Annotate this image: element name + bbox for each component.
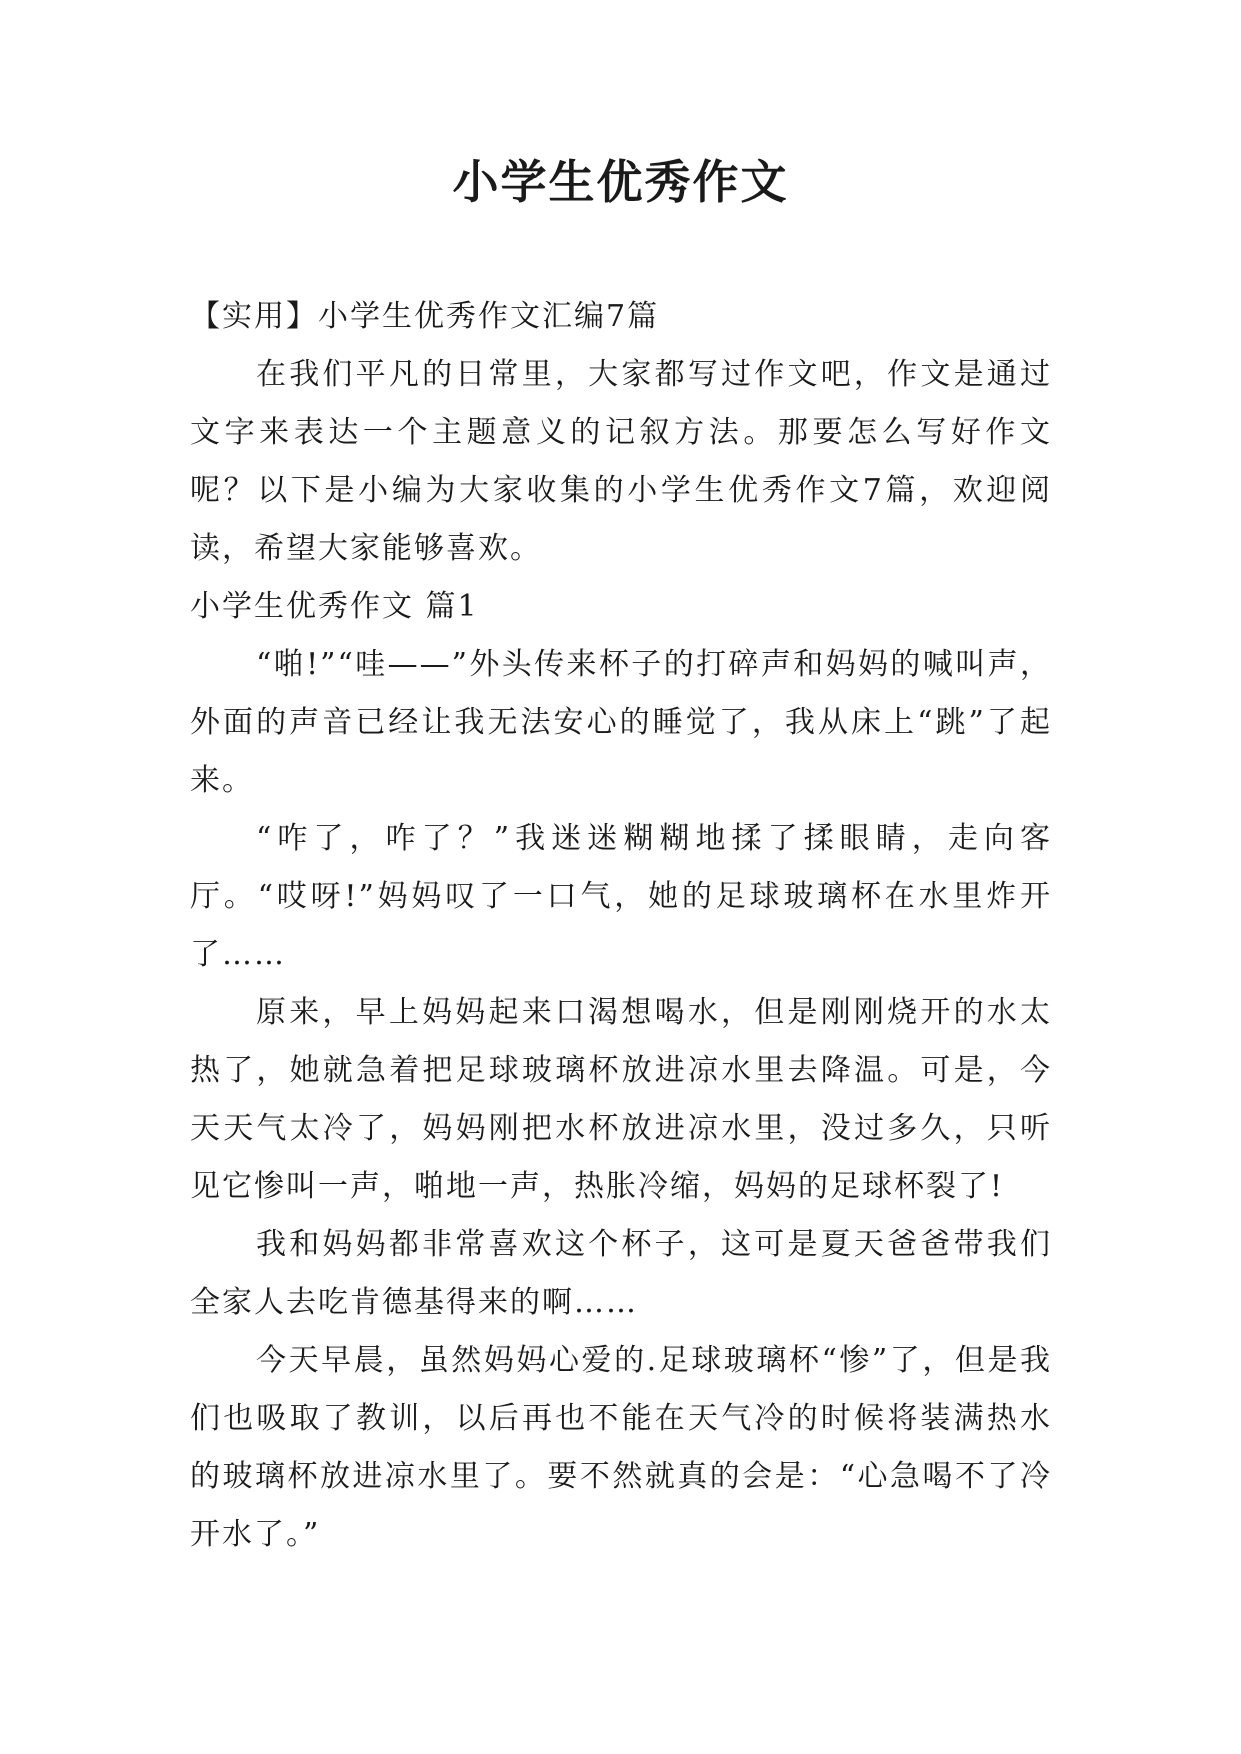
intro-paragraph: 在我们平凡的日常里，大家都写过作文吧，作文是通过文字来表达一个主题意义的记叙方法。那要怎么写好作文呢？以下是小编为大家收集的小学生优秀作文7篇，欢迎阅读，希望大家能够喜欢。 — [190, 357, 1052, 566]
body-paragraph: 我和妈妈都非常喜欢这个杯子，这可是夏天爸爸带我们全家人去吃肯德基得来的啊…… — [190, 1227, 1052, 1320]
body-paragraph: 今天早晨，虽然妈妈心爱的.足球玻璃杯“惨”了，但是我们也吸取了教训，以后再也不能在天气冷的时候将装满热水的玻璃杯放进凉水里了。要不然就真的会是：“心急喝不了冷开水了。” — [190, 1343, 1052, 1552]
section-title: 小学生优秀作文 篇1 — [190, 589, 479, 624]
body-paragraph: “啪!”“哇——”外头传来杯子的打碎声和妈妈的喊叫声，外面的声音已经让我无法安心的睡觉了，我从床上“跳”了起来。 — [190, 647, 1052, 798]
document-heading: 【实用】小学生优秀作文汇编7篇 — [190, 299, 660, 334]
document-title: 小学生优秀作文 — [452, 155, 789, 209]
body-paragraph: “咋了，咋了？”我迷迷糊糊地揉了揉眼睛，走向客厅。“哎呀!”妈妈叹了一口气，她的足球玻璃杯在水里炸开了…… — [190, 821, 1052, 972]
document-body — [190, 288, 1052, 1564]
body-paragraph: 原来，早上妈妈起来口渴想喝水，但是刚刚烧开的水太热了，她就急着把足球玻璃杯放进凉水里去降温。可是，今天天气太冷了，妈妈刚把水杯放进凉水里，没过多久，只听见它惨叫一声，啪地一声，热胀冷缩，妈妈的足球杯裂了! — [190, 995, 1052, 1204]
